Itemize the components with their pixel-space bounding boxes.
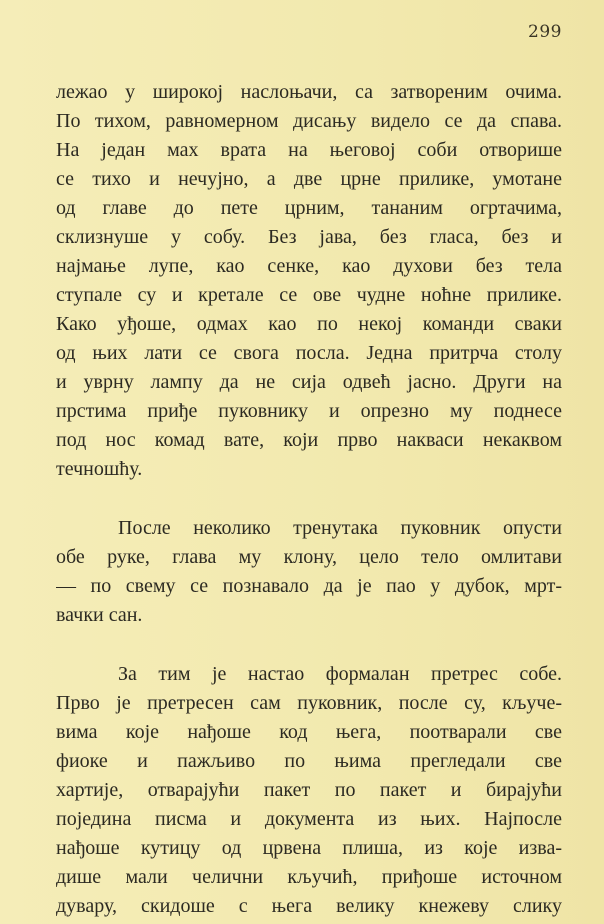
text-line: Прво је претресен сам пуковник, после су, кључе-: [56, 692, 562, 714]
text-line: дише мали челични кључић, приђоше источном: [56, 866, 562, 888]
text-line: вачки сан.: [56, 604, 143, 626]
text-line: склизнуше у собу. Без јава, без гласа, без и: [56, 226, 562, 248]
text-line: од њих лати се свога посла. Једна притрча столу: [56, 342, 562, 364]
paragraph-1: [56, 78, 562, 484]
text-line: се тихо и нечујно, а две црне прилике, умотане: [56, 168, 562, 190]
text-line: нађоше кутицу од црвена плиша, из које изва-: [56, 837, 562, 859]
page-number: 299: [528, 22, 562, 42]
text-line: и уврну лампу да не сија одвећ јасно. Други на: [56, 371, 562, 393]
text-line: дувару, скидоше с њега велику кнежеву слику: [56, 895, 562, 917]
paragraph-gap: [56, 484, 562, 514]
page-body-text: [56, 78, 562, 921]
text-line: На један мах врата на његовој соби отворише: [56, 139, 562, 161]
text-line: вима које нађоше код њега, поотварали све: [56, 721, 562, 743]
paragraph-3: [56, 660, 562, 921]
text-line: ступале су и кретале се ове чудне ноћне прилике.: [56, 284, 562, 306]
text-line: По тихом, равномерном дисању видело се да спава.: [56, 110, 562, 132]
text-line: лежао у широкој наслоњачи, са затвореним очима.: [56, 81, 562, 103]
text-line: прстима приђе пуковнику и опрезно му поднесе: [56, 400, 562, 422]
text-line: поједина писма и документа из њих. Најпосле: [56, 808, 562, 830]
text-line: под нос комад вате, који прво накваси некаквом: [56, 429, 562, 451]
paragraph-gap: [56, 630, 562, 660]
paragraph-2: [56, 514, 562, 630]
text-line: Како уђоше, одмах као по некој команди сваки: [56, 313, 562, 335]
text-line: хартије, отварајући пакет по пакет и бирајући: [56, 779, 562, 801]
text-line: обе руке, глава му клону, цело тело омлитави: [56, 546, 562, 568]
text-line: фиоке и пажљиво по њима прегледали све: [56, 750, 562, 772]
text-line: течношћу.: [56, 458, 143, 480]
text-line: од главе до пете црним, тананим огртачима,: [56, 197, 562, 219]
text-line: — по свему се познавало да је пао у дубок, мрт-: [56, 575, 562, 597]
text-line: За тим је настао формалан претрес собе.: [118, 663, 562, 685]
text-line: После неколико тренутака пуковник опусти: [118, 517, 562, 539]
text-line: најмање лупе, као сенке, као духови без тела: [56, 255, 562, 277]
